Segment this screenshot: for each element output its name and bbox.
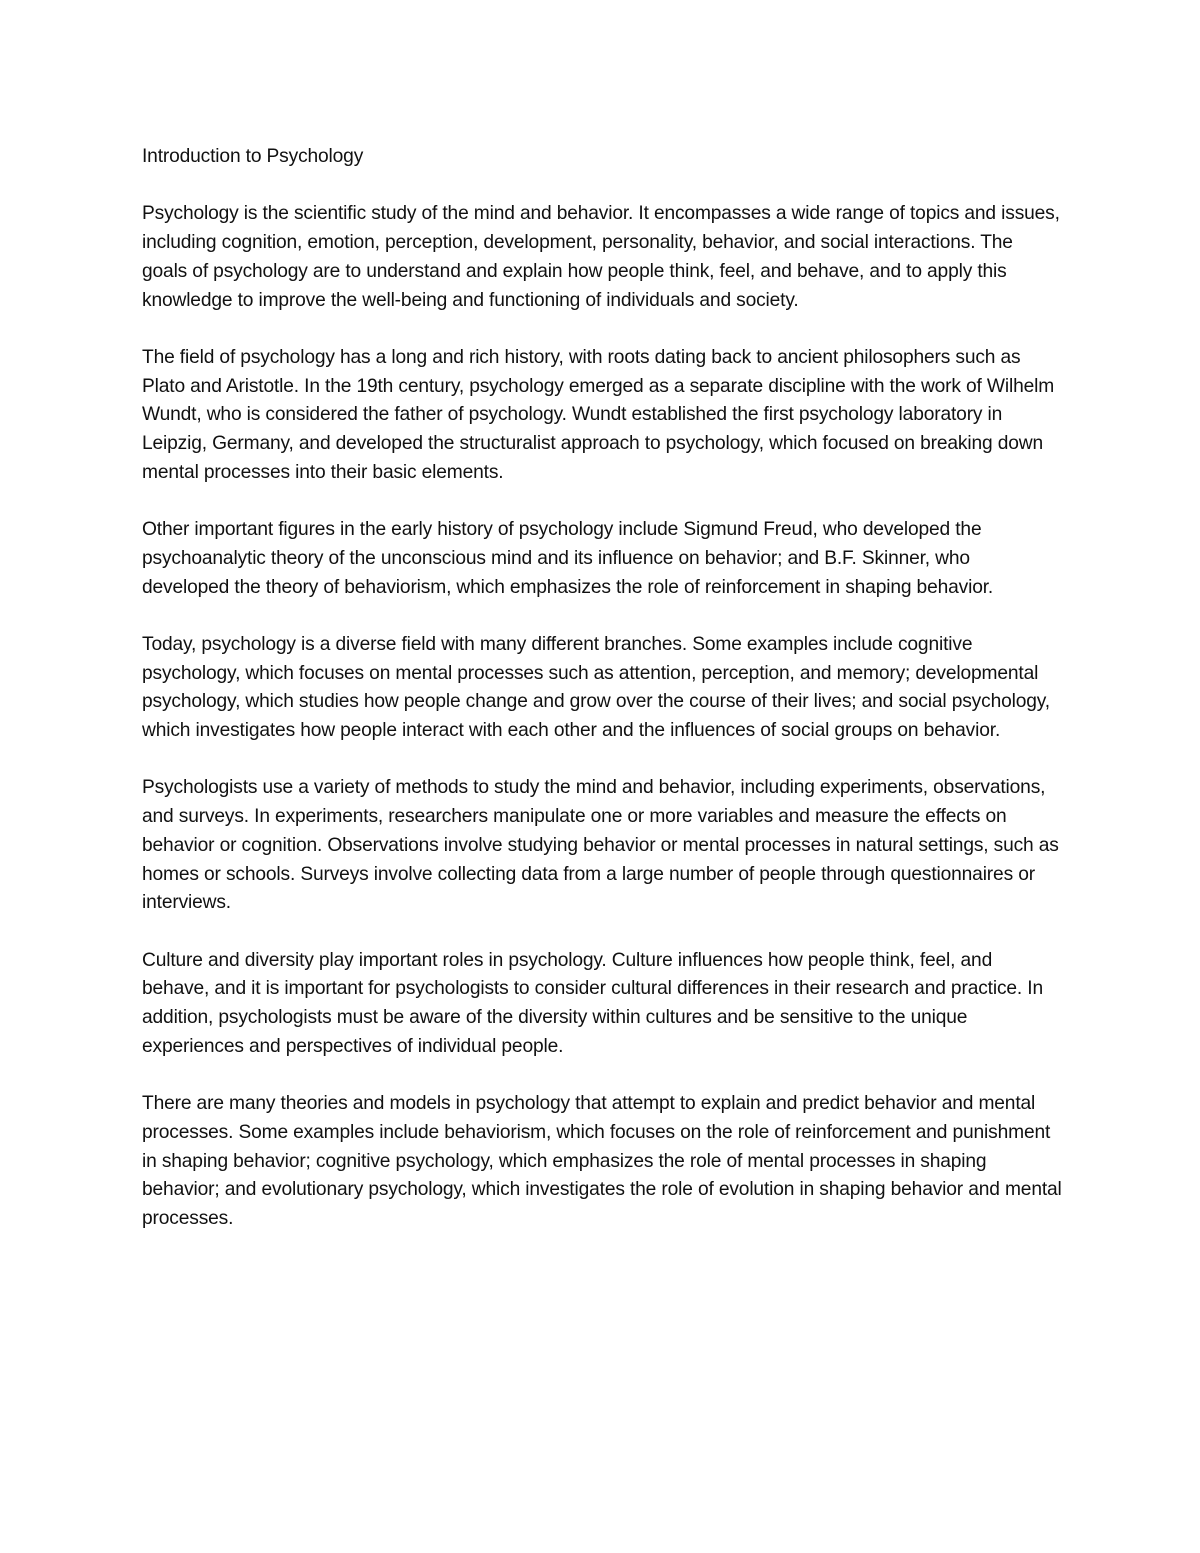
paragraph-culture: Culture and diversity play important roles in psychology. Culture influences how people think, feel, and behave, and it is important for psychologists to consider cultural differences in their research and practice. In addition, psychologists must be aware of the diversity within cultures and be sensitive to the unique experiences and perspectives of individual people.	[142, 949, 1043, 1057]
paragraph-theories: There are many theories and models in psychology that attempt to explain and predict behavior and mental processes. Some examples include behaviorism, which focuses on the role of reinforcement and punishment in shaping behavior; cognitive psychology, which emphasizes the role of mental processes in shaping behavior; and evolutionary psychology, which investigates the role of evolution in shaping behavior and mental processes.	[142, 1093, 1062, 1229]
paragraph-spacer	[142, 172, 1062, 201]
paragraph-definition: Psychology is the scientific study of the mind and behavior. It encompasses a wide range of topics and issues, including cognition, emotion, perception, development, personality, behavior, and social interactions. The goals of psychology are to understand and explain how people think, feel, and behave, and to apply this knowledge to improve the well-being and functioning of individuals and society.	[142, 203, 1060, 311]
document-body	[142, 143, 1062, 1234]
paragraph-methods: Psychologists use a variety of methods to study the mind and behavior, including experiments, observations, and surveys. In experiments, researchers manipulate one or more variables and measure the effects on behavior or cognition. Observations involve studying behavior or mental processes in natural settings, such as homes or schools. Surveys involve collecting data from a large number of people through questionnaires or interviews.	[142, 777, 1059, 914]
paragraph-spacer	[142, 602, 1062, 631]
paragraph-spacer	[142, 918, 1062, 947]
paragraph-branches: Today, psychology is a diverse field with many different branches. Some examples include cognitive psychology, which focuses on mental processes such as attention, perception, and memory; developmental psychology, which studies how people change and grow over the course of their lives; and social psychology, which investigates how people interact with each other and the influences of social groups on behavior.	[142, 633, 1050, 741]
paragraph-spacer	[142, 746, 1062, 775]
paragraph-spacer	[142, 1061, 1062, 1090]
document-title: Introduction to Psychology	[142, 146, 364, 167]
paragraph-spacer	[142, 315, 1062, 344]
paragraph-spacer	[142, 487, 1062, 516]
paragraph-early-figures: Other important figures in the early history of psychology include Sigmund Freud, who developed the psychoanalytic theory of the unconscious mind and its influence on behavior; and B.F. Skinner, who developed the theory of behaviorism, which emphasizes the role of reinforcement in shaping behavior.	[142, 519, 994, 598]
paragraph-history: The field of psychology has a long and rich history, with roots dating back to ancient philosophers such as Plato and Aristotle. In the 19th century, psychology emerged as a separate discipline with the work of Wilhelm Wundt, who is considered the father of psychology. Wundt established the first psychology laboratory in Leipzig, Germany, and developed the structuralist approach to psychology, which focused on breaking down mental processes into their basic elements.	[142, 346, 1055, 483]
